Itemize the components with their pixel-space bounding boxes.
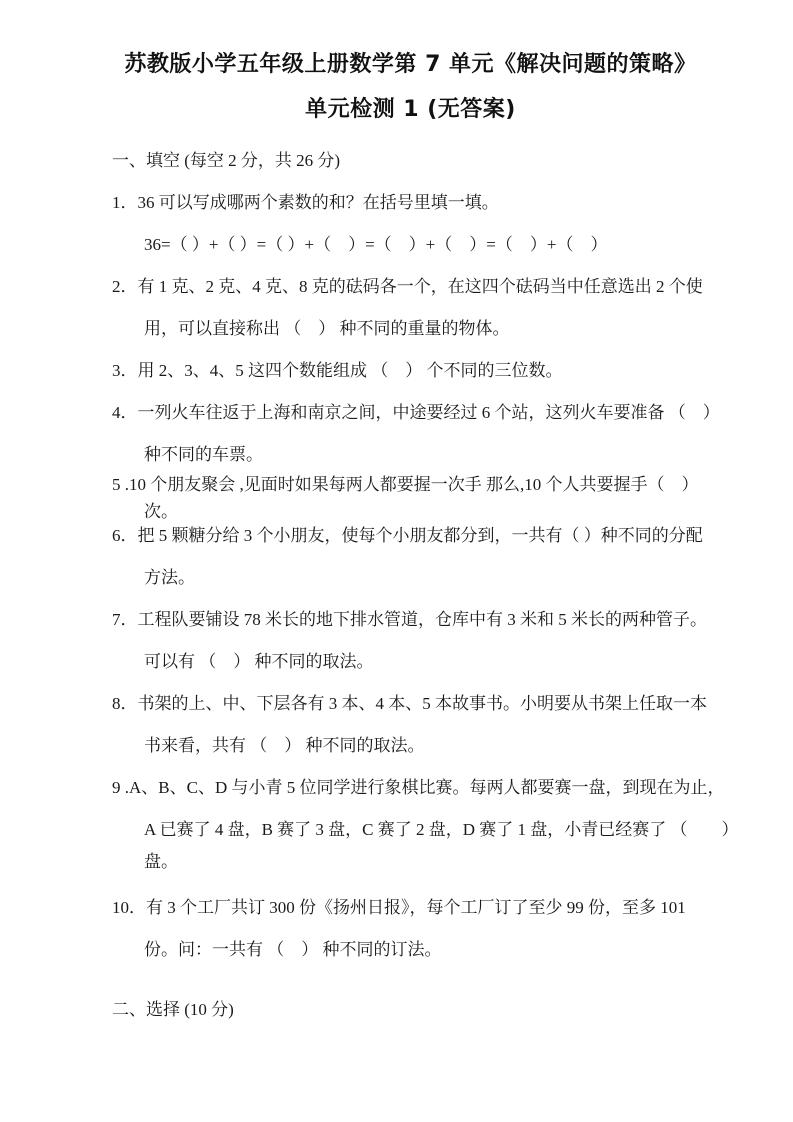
question-2-line-2: 用，可以直接称出 （ ） 种不同的重量的物体。 bbox=[144, 319, 510, 338]
question-4-line-2: 种不同的车票。 bbox=[144, 445, 263, 464]
question-1-line-1: 1．36 可以写成哪两个素数的和？在括号里填一填。 bbox=[112, 193, 499, 212]
question-6-line-2: 方法。 bbox=[144, 568, 195, 587]
question-1-equation: 36=（ ）+（ ）=（ ）+（ ）=（ ）+（ ）=（ ）+（ ） bbox=[144, 235, 608, 254]
section-2-heading: 二、选择 (10 分) bbox=[112, 1000, 234, 1019]
question-2-line-1: 2．有 1 克、2 克、4 克、8 克的砝码各一个，在这四个砝码当中任意选出 2 个使 bbox=[112, 277, 703, 296]
document-title: 苏教版小学五年级上册数学第 7 单元《解决问题的策略》单元检测 1 (无答案) bbox=[124, 52, 697, 122]
question-2 bbox=[112, 266, 709, 350]
question-4 bbox=[112, 392, 720, 476]
question-5-line-1: 5 .10 个朋友聚会 ,见面时如果每两人都要握一次手 那么,10 个人共要握手（ ） bbox=[112, 475, 699, 494]
question-9-line-1: 9 .A、B、C、D 与小青 5 位同学进行象棋比赛。每两人都要赛一盘，到现在为止， bbox=[112, 778, 725, 797]
question-8-line-1: 8．书架的上、中、下层各有 3 本、4 本、5 本故事书。小明要从书架上任取一本 bbox=[112, 694, 707, 713]
question-1 bbox=[112, 182, 709, 266]
question-8 bbox=[112, 683, 709, 767]
question-7-line-1: 7．工程队要铺设 78 米长的地下排水管道，仓库中有 3 米和 5 米长的两种管子。 bbox=[112, 610, 707, 629]
question-4-line-1: 4．一列火车往返于上海和南京之间，中途要经过 6 个站，这列火车要准备 （ ） bbox=[112, 403, 720, 422]
question-3 bbox=[112, 350, 709, 392]
question-9-line-3: 盘。 bbox=[144, 852, 178, 871]
question-10-line-1: 10．有 3 个工厂共订 300 份《扬州日报》，每个工厂订了至少 99 份，至多 101 bbox=[112, 898, 686, 917]
question-7 bbox=[112, 599, 709, 683]
question-9-line-2: A 已赛了 4 盘，B 赛了 3 盘，C 赛了 2 盘，D 赛了 1 盘，小青已经赛了 （ ） bbox=[144, 820, 739, 839]
question-3-line-1: 3．用 2、3、4、5 这四个数能组成 （ ） 个不同的三位数。 bbox=[112, 361, 563, 380]
question-10 bbox=[112, 887, 709, 971]
question-10-line-2: 份。问：一共有 （ ） 种不同的订法。 bbox=[144, 940, 442, 959]
question-7-line-2: 可以有 （ ） 种不同的取法。 bbox=[144, 652, 374, 671]
question-8-line-2: 书来看，共有 （ ） 种不同的取法。 bbox=[144, 736, 425, 755]
question-9 bbox=[112, 767, 739, 883]
question-5-line-2: 次。 bbox=[144, 502, 178, 521]
question-6 bbox=[112, 515, 709, 599]
question-6-line-1: 6．把 5 颗糖分给 3 个小朋友，使每个小朋友都分到，一共有（ ）种不同的分配 bbox=[112, 526, 703, 545]
section-1-heading: 一、填空 (每空 2 分，共 26 分) bbox=[112, 151, 341, 170]
